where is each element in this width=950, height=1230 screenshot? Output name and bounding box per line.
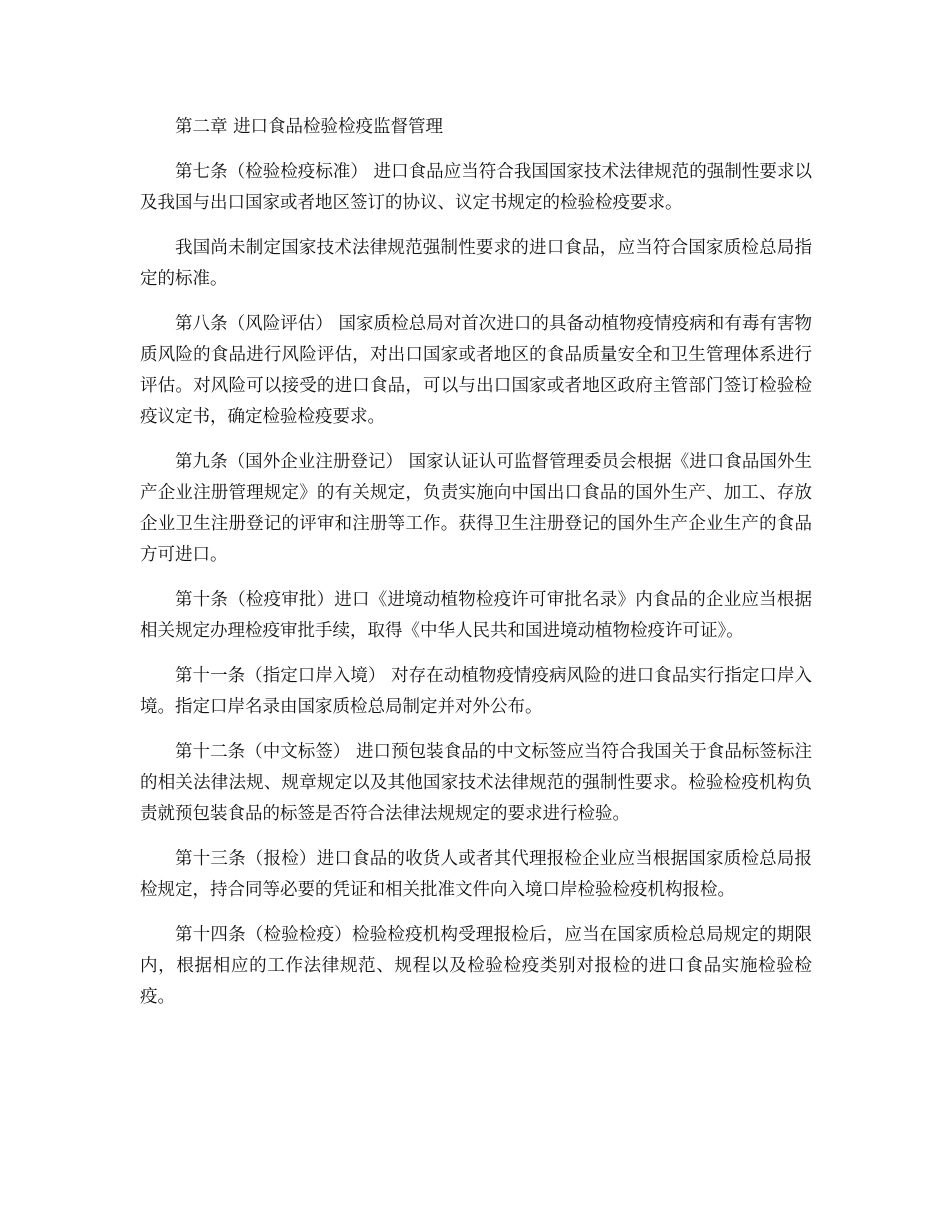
article-8-paragraph: 第八条（风险评估） 国家质检总局对首次进口的具备动植物疫情疫病和有毒有害物质风险的食品进行风险评估，对出口国家或者地区的食品质量安全和卫生管理体系进行评估。对风险可以接受的进口食品，可以与出口国家或者地区政府主管部门签订检验检疫议定书，确定检验检疫要求。 bbox=[140, 314, 812, 427]
chapter-heading: 第二章 进口食品检验检疫监督管理 bbox=[175, 117, 444, 137]
article-13-paragraph: 第十三条（报检）进口食品的收货人或者其代理报检企业应当根据国家质检总局报检规定，持合同等必要的凭证和相关批准文件向入境口岸检验检疫机构报检。 bbox=[140, 849, 812, 900]
article-14-paragraph: 第十四条（检验检疫）检验检疫机构受理报检后，应当在国家质检总局规定的期限内，根据相应的工作法律规范、规程以及检验检疫类别对报检的进口食品实施检验检疫。 bbox=[140, 925, 812, 1007]
article-12-paragraph: 第十二条（中文标签） 进口预包装食品的中文标签应当符合我国关于食品标签标注的相关法律法规、规章规定以及其他国家技术法律规范的强制性要求。检验检疫机构负责就预包装食品的标签是否符合法律法规规定的要求进行检验。 bbox=[140, 742, 812, 824]
article-7-supplement-paragraph: 我国尚未制定国家技术法律规范强制性要求的进口食品，应当符合国家质检总局指定的标准。 bbox=[140, 238, 812, 289]
article-10-paragraph: 第十条（检疫审批）进口《进境动植物检疫许可审批名录》内食品的企业应当根据相关规定办理检疫审批手续，取得《中华人民共和国进境动植物检疫许可证》。 bbox=[140, 590, 812, 641]
article-11-paragraph: 第十一条（指定口岸入境） 对存在动植物疫情疫病风险的进口食品实行指定口岸入境。指定口岸名录由国家质检总局制定并对外公布。 bbox=[140, 666, 812, 717]
document-page bbox=[140, 112, 812, 1027]
article-9-paragraph: 第九条（国外企业注册登记） 国家认证认可监督管理委员会根据《进口食品国外生产企业注册管理规定》的有关规定，负责实施向中国出口食品的国外生产、加工、存放企业卫生注册登记的评审和注册等工作。获得卫生注册登记的国外生产企业生产的食品方可进口。 bbox=[140, 452, 812, 565]
article-7-paragraph: 第七条（检验检疫标准） 进口食品应当符合我国国家技术法律规范的强制性要求以及我国与出口国家或者地区签订的协议、议定书规定的检验检疫要求。 bbox=[140, 162, 812, 213]
